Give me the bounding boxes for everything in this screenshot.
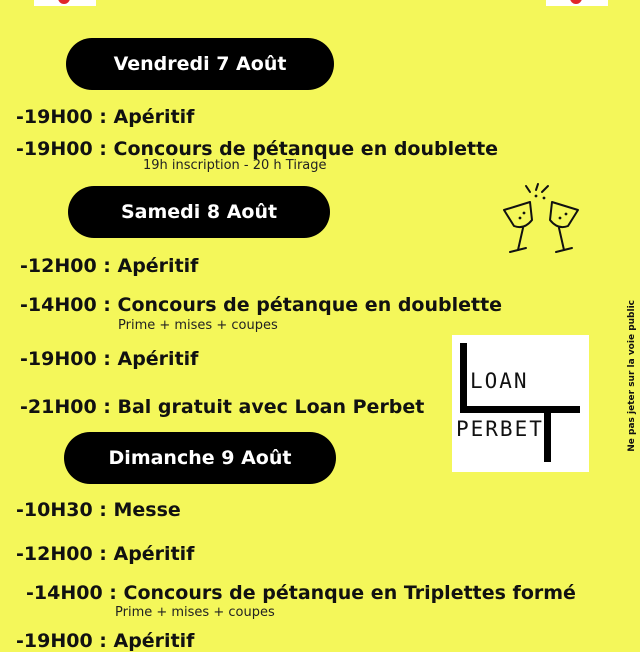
heart-icon [570, 0, 582, 4]
logo-t-stem [544, 406, 551, 462]
event-saturday-petanque: -14H00 : Concours de pétanque en doublette [20, 294, 503, 316]
logo-l-stroke [460, 343, 467, 413]
event-sunday-aperitif: -12H00 : Apéritif [16, 543, 195, 565]
event-sunday-petanque: -14H00 : Concours de pétanque en Triplettes formé [26, 582, 576, 604]
champagne-glasses-icon [496, 180, 586, 260]
event-saturday-bal: -21H00 : Bal gratuit avec Loan Perbet [20, 396, 425, 418]
side-note: Ne pas jeter sur la voie public [627, 300, 637, 452]
logo-text-line1: LOAN [470, 369, 529, 393]
loan-perbet-logo [452, 335, 589, 472]
logo-l-base [460, 406, 580, 413]
event-friday-petanque-note: 19h inscription - 20 h Tirage [143, 158, 327, 173]
day-header-friday: Vendredi 7 Août [66, 38, 334, 90]
top-right-corner-badge [546, 0, 608, 6]
logo-text-line2: PERBET [456, 417, 544, 441]
top-left-corner-badge [34, 0, 96, 6]
event-saturday-petanque-note: Prime + mises + coupes [118, 318, 278, 333]
event-sunday-petanque-note: Prime + mises + coupes [115, 605, 275, 620]
day-header-saturday: Samedi 8 Août [68, 186, 330, 238]
event-sunday-aperitif-evening: -19H00 : Apéritif [16, 630, 195, 652]
day-header-sunday: Dimanche 9 Août [64, 432, 336, 484]
event-saturday-aperitif-evening: -19H00 : Apéritif [20, 348, 199, 370]
event-sunday-messe: -10H30 : Messe [16, 499, 181, 521]
event-friday-aperitif: -19H00 : Apéritif [16, 106, 195, 128]
heart-icon [58, 0, 70, 4]
event-saturday-aperitif-noon: -12H00 : Apéritif [20, 255, 199, 277]
event-friday-petanque: -19H00 : Concours de pétanque en doublette [16, 138, 499, 160]
